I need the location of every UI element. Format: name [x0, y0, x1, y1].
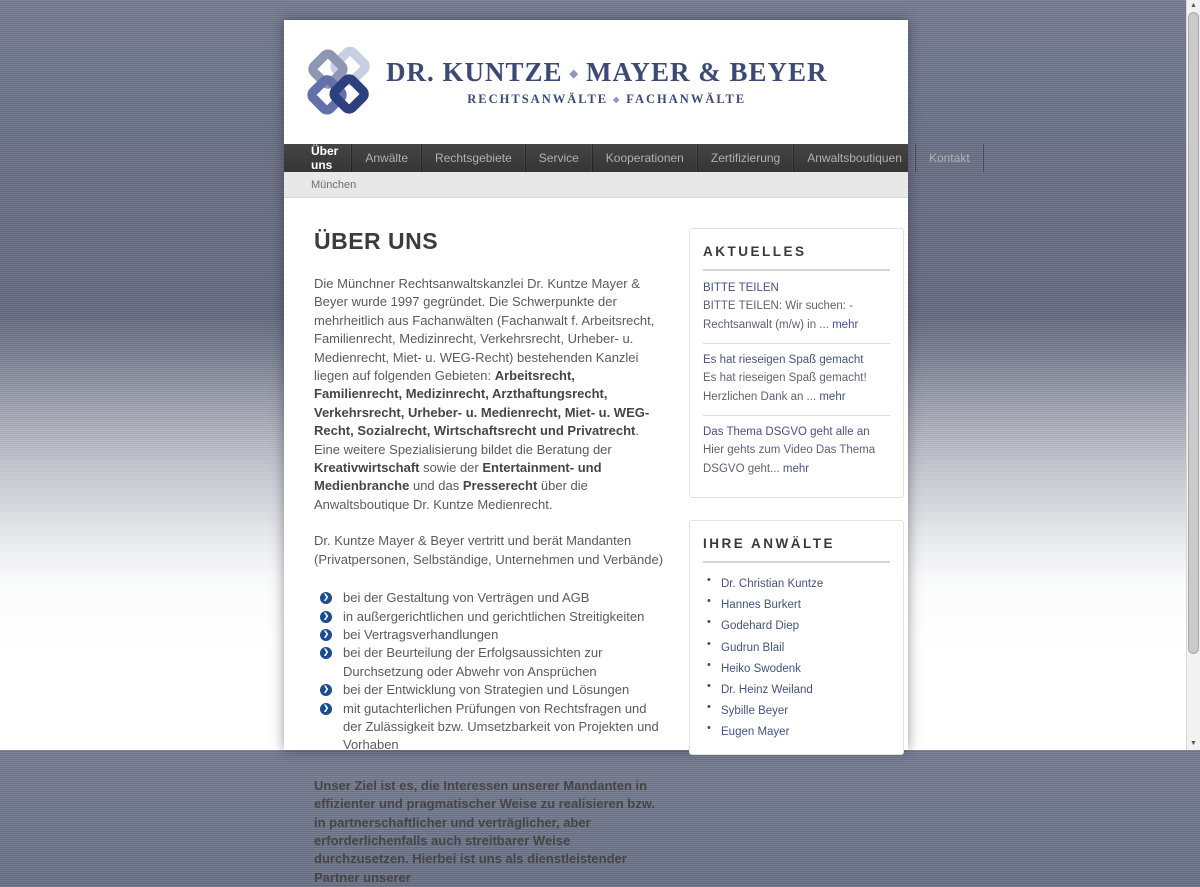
lawyer-link[interactable]: Hannes Burkert — [721, 599, 801, 612]
news-teaser: BITTE TEILEN: Wir suchen: - Rechtsanwalt (m/w) in ... — [703, 300, 853, 331]
list-item: ❯ bei der Beurteilung der Erfolgsaussichten zur Durchsetzung oder Abwehr von Ansprüchen — [320, 644, 666, 681]
nav-item-ueber-uns[interactable]: Über uns — [284, 144, 352, 172]
list-item — [707, 680, 890, 698]
scrollbar-thumb[interactable] — [1188, 12, 1199, 654]
clients-paragraph: Dr. Kuntze Mayer & Beyer vertritt und berät Mandanten (Privatpersonen, Selbständige, Unternehmen und Verbände) — [314, 533, 664, 567]
breadcrumb-item-muenchen[interactable]: München — [311, 178, 357, 191]
anwaelte-heading: IHRE ANWÄLTE — [703, 533, 890, 563]
lawyer-link[interactable]: Eugen Mayer — [721, 726, 790, 739]
brand-block — [386, 57, 828, 107]
nav-item-zertifizierung[interactable]: Zertifizierung — [698, 144, 794, 172]
page-card — [284, 20, 970, 885]
content-area — [284, 198, 908, 887]
services-list — [320, 589, 666, 755]
nav-item-kontakt[interactable]: Kontakt — [916, 144, 984, 172]
nav-item-service[interactable]: Service — [526, 144, 593, 172]
news-title-link[interactable]: Es hat rieseigen Spaß gemacht — [703, 354, 864, 366]
lawyer-link[interactable]: Dr. Heinz Weiland — [721, 683, 813, 696]
main-column — [314, 228, 666, 887]
circle-arrow-icon: ❯ — [320, 684, 332, 696]
lawyers-list — [707, 574, 890, 740]
list-item — [707, 574, 890, 592]
nav-item-rechtsgebiete[interactable]: Rechtsgebiete — [422, 144, 526, 172]
circle-arrow-icon: ❯ — [320, 647, 332, 659]
sidebar — [689, 228, 904, 887]
nav-item-kooperationen[interactable]: Kooperationen — [593, 144, 698, 172]
list-item: ❯ mit gutachterlichen Prüfungen von Rechtsfragen und der Zulässigkeit bzw. Umsetzbarkeit von Projekten und Vorhaben — [320, 700, 666, 755]
list-item — [707, 595, 890, 613]
list-item — [707, 638, 890, 656]
site-header — [284, 20, 908, 144]
news-item — [703, 426, 890, 487]
news-teaser: Es hat rieseigen Spaß gemacht! Herzlichen Dank an ... — [703, 372, 867, 403]
diamond-separator-icon: ◆ — [569, 68, 579, 80]
list-item — [707, 701, 890, 719]
page-title: ÜBER UNS — [314, 228, 439, 254]
nav-item-anwaltsboutiquen[interactable]: Anwaltsboutiquen — [794, 144, 916, 172]
aktuelles-box — [689, 228, 904, 498]
scroll-up-icon[interactable]: ▲ — [1190, 2, 1197, 9]
chain-links-logo — [304, 41, 374, 123]
news-more-link[interactable]: mehr — [832, 318, 859, 331]
breadcrumb — [284, 172, 908, 198]
lawyer-link[interactable]: Gudrun Blail — [721, 641, 785, 654]
list-item — [707, 722, 890, 740]
nav-item-anwaelte[interactable]: Anwälte — [352, 144, 422, 172]
scrollbar[interactable] — [1186, 0, 1200, 750]
list-item: ❯ bei Vertragsverhandlungen — [320, 626, 666, 644]
goal-paragraph: Unser Ziel ist es, die Interessen unserer Mandanten in effizienter und pragmatischer Weise zu realisieren bzw. in partnerschaftlicher und verträglicher, aber erforderlichenfalls auch streitbarer Weise durchzusetzen. Hierbei ist uns als dienstleistender Partner unserer — [314, 777, 655, 885]
lawyer-link[interactable]: Heiko Swodenk — [721, 662, 801, 675]
intro-paragraph: Die Münchner Rechtsanwaltskanzlei Dr. Kuntze Mayer & Beyer wurde 1997 gegründet. Die Schwerpunkte der mehrheitlich aus Fachanwälten (Fachanwalt f. Arbeitsrecht, Familienrecht, Medizinrecht, Verkehrsrecht, Urheber- u. Medienrecht, Miet- u. WEG-Recht) bestehenden Kanzlei liegen auf folgenden Gebieten: Arbeitsrecht, Familienrecht, Medizinrecht, Arzthaftungsrecht, Verkehrsrecht, Urheber- u. Medienrecht, Miet- u. WEG-Recht, Sozialrecht, Wirtschaftsrecht und Privatrecht. Eine weitere Spezialisierung bildet die Beratung der Kreativwirtschaft sowie der Entertainment- und Medienbranche und das Presserecht über die Anwaltsboutique Dr. Kuntze Medienrecht. — [314, 276, 655, 512]
news-more-link[interactable]: mehr — [819, 390, 846, 403]
list-item — [707, 659, 890, 677]
news-more-link[interactable]: mehr — [782, 462, 810, 475]
scroll-down-icon[interactable]: ▼ — [1190, 740, 1197, 747]
list-item: ❯ in außergerichtlichen und gerichtlichen Streitigkeiten — [320, 608, 666, 626]
diamond-separator-icon: ◆ — [613, 95, 622, 104]
lawyer-link[interactable]: Godehard Diep — [721, 620, 799, 633]
firm-subtitle: RECHTSANWÄLTE ◆ FACHANWÄLTE — [467, 92, 747, 106]
lawyer-link[interactable]: Dr. Christian Kuntze — [721, 578, 824, 590]
main-nav — [284, 144, 970, 172]
news-teaser: Hier gehts zum Video Das Thema DSGVO geht... — [703, 444, 876, 475]
aktuelles-heading: AKTUELLES — [703, 241, 890, 271]
news-title-link[interactable]: Das Thema DSGVO geht alle an — [703, 426, 870, 438]
circle-arrow-icon: ❯ — [320, 703, 332, 715]
news-item — [703, 282, 890, 344]
circle-arrow-icon: ❯ — [320, 592, 332, 604]
list-item — [707, 616, 890, 634]
list-item: ❯ bei der Gestaltung von Verträgen und AGB — [320, 589, 666, 607]
news-item — [703, 354, 890, 416]
news-title-link[interactable]: BITTE TEILEN — [703, 282, 779, 294]
circle-arrow-icon: ❯ — [320, 629, 332, 641]
list-item: ❯ bei der Entwicklung von Strategien und Lösungen — [320, 681, 666, 699]
circle-arrow-icon: ❯ — [320, 611, 332, 623]
lawyer-link[interactable]: Sybille Beyer — [721, 705, 789, 718]
firm-name: DR. KUNTZE ◆ MAYER & BEYER — [386, 57, 828, 87]
anwaelte-box — [689, 520, 904, 755]
